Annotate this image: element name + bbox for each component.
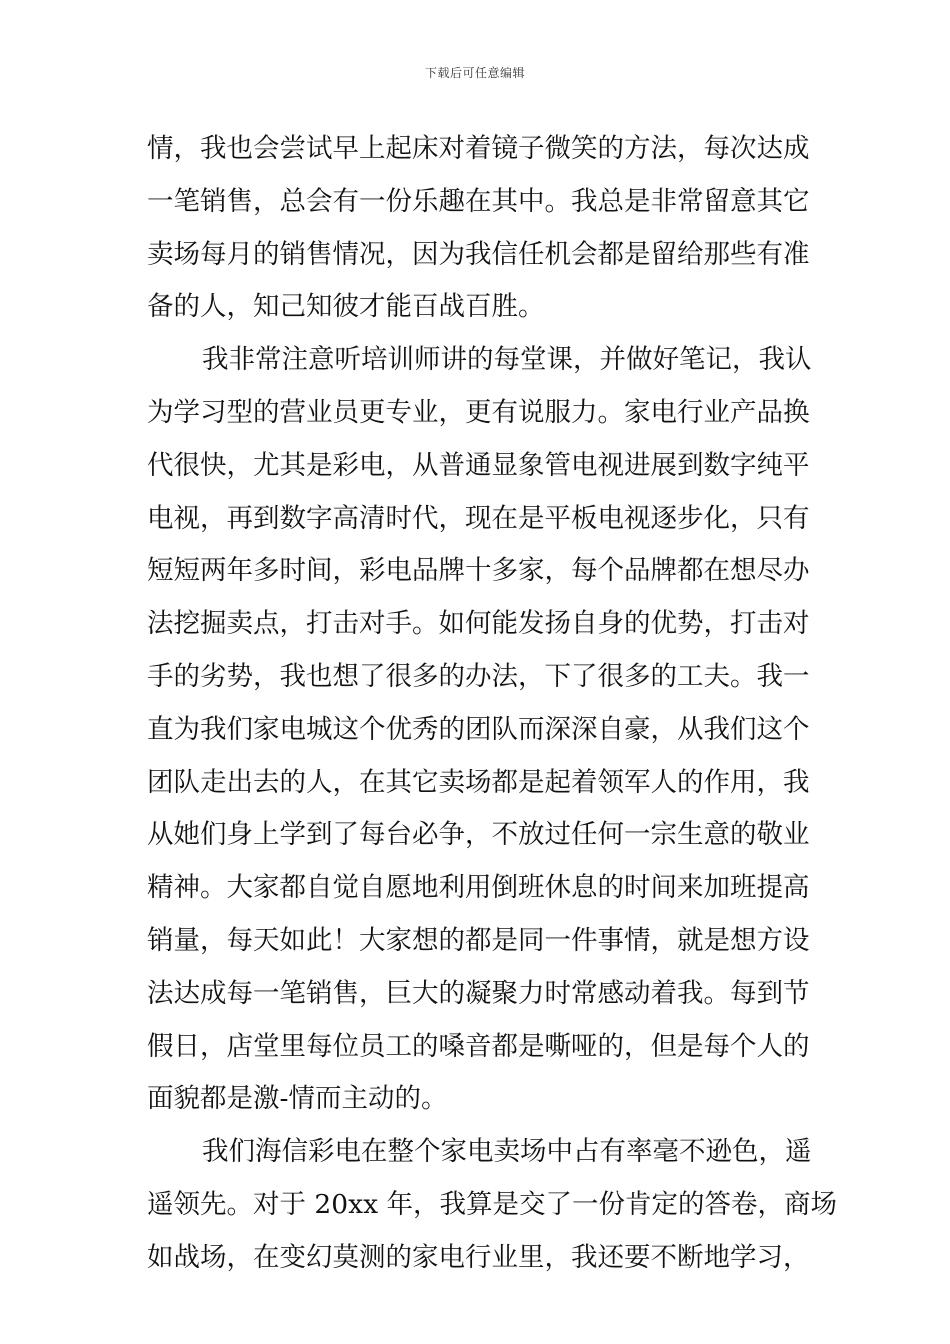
text-line: 法达成每一笔销售，巨大的凝聚力时常感动着我。每到节 (147, 977, 810, 1009)
text-line: 电视，再到数字高清时代，现在是平板电视逐步化，只有 (147, 502, 810, 534)
text-line: 为学习型的营业员更专业，更有说服力。家电行业产品换 (147, 396, 810, 428)
text-line: 从她们身上学到了每台必争，不放过任何一宗生意的敬业 (147, 819, 810, 851)
text-line: 代很快，尤其是彩电，从普通显象管电视进展到数字纯平 (147, 449, 810, 481)
page-header: 下载后可任意编辑 (424, 66, 525, 80)
text-line: 团队走出去的人，在其它卖场都是起着领军人的作用，我 (147, 766, 810, 798)
text-line: 精神。大家都自觉自愿地利用倒班休息的时间来加班提高 (147, 872, 810, 904)
paragraph-first-line: 我们海信彩电在整个家电卖场中占有率毫不逊色，遥 (202, 1136, 812, 1168)
text-line: 面貌都是激-情而主动的。 (147, 1083, 448, 1115)
document-body (147, 129, 837, 1291)
text-line: 卖场每月的销售情况，因为我信任机会都是留给那些有准 (147, 238, 810, 270)
text-line: 遥领先。对于 20xx 年，我算是交了一份肯定的答卷，商场 (147, 1188, 837, 1220)
text-line: 一笔销售，总会有一份乐趣在其中。我总是非常留意其它 (147, 185, 810, 217)
text-line: 手的劣势，我也想了很多的办法，下了很多的工夫。我一 (147, 660, 810, 692)
text-line: 情，我也会尝试早上起床对着镜子微笑的方法，每次达成 (147, 133, 810, 164)
text-line: 假日，店堂里每位员工的嗓音都是嘶哑的，但是每个人的 (147, 1030, 810, 1062)
paragraph-first-line: 我非常注意听培训师讲的每堂课，并做好笔记，我认 (202, 344, 812, 376)
text-line: 直为我们家电城这个优秀的团队而深深自豪，从我们这个 (147, 713, 810, 745)
text-line: 备的人，知己知彼才能百战百胜。 (147, 291, 545, 323)
text-line: 短短两年多时间，彩电品牌十多家，每个品牌都在想尽办 (147, 555, 810, 587)
text-line: 法挖掘卖点，打击对手。如何能发扬自身的优势，打击对 (147, 608, 810, 640)
text-line: 销量，每天如此！大家想的都是同一件事情，就是想方设 (147, 924, 810, 956)
text-line: 如战场，在变幻莫测的家电行业里，我还要不断地学习， (147, 1241, 810, 1273)
